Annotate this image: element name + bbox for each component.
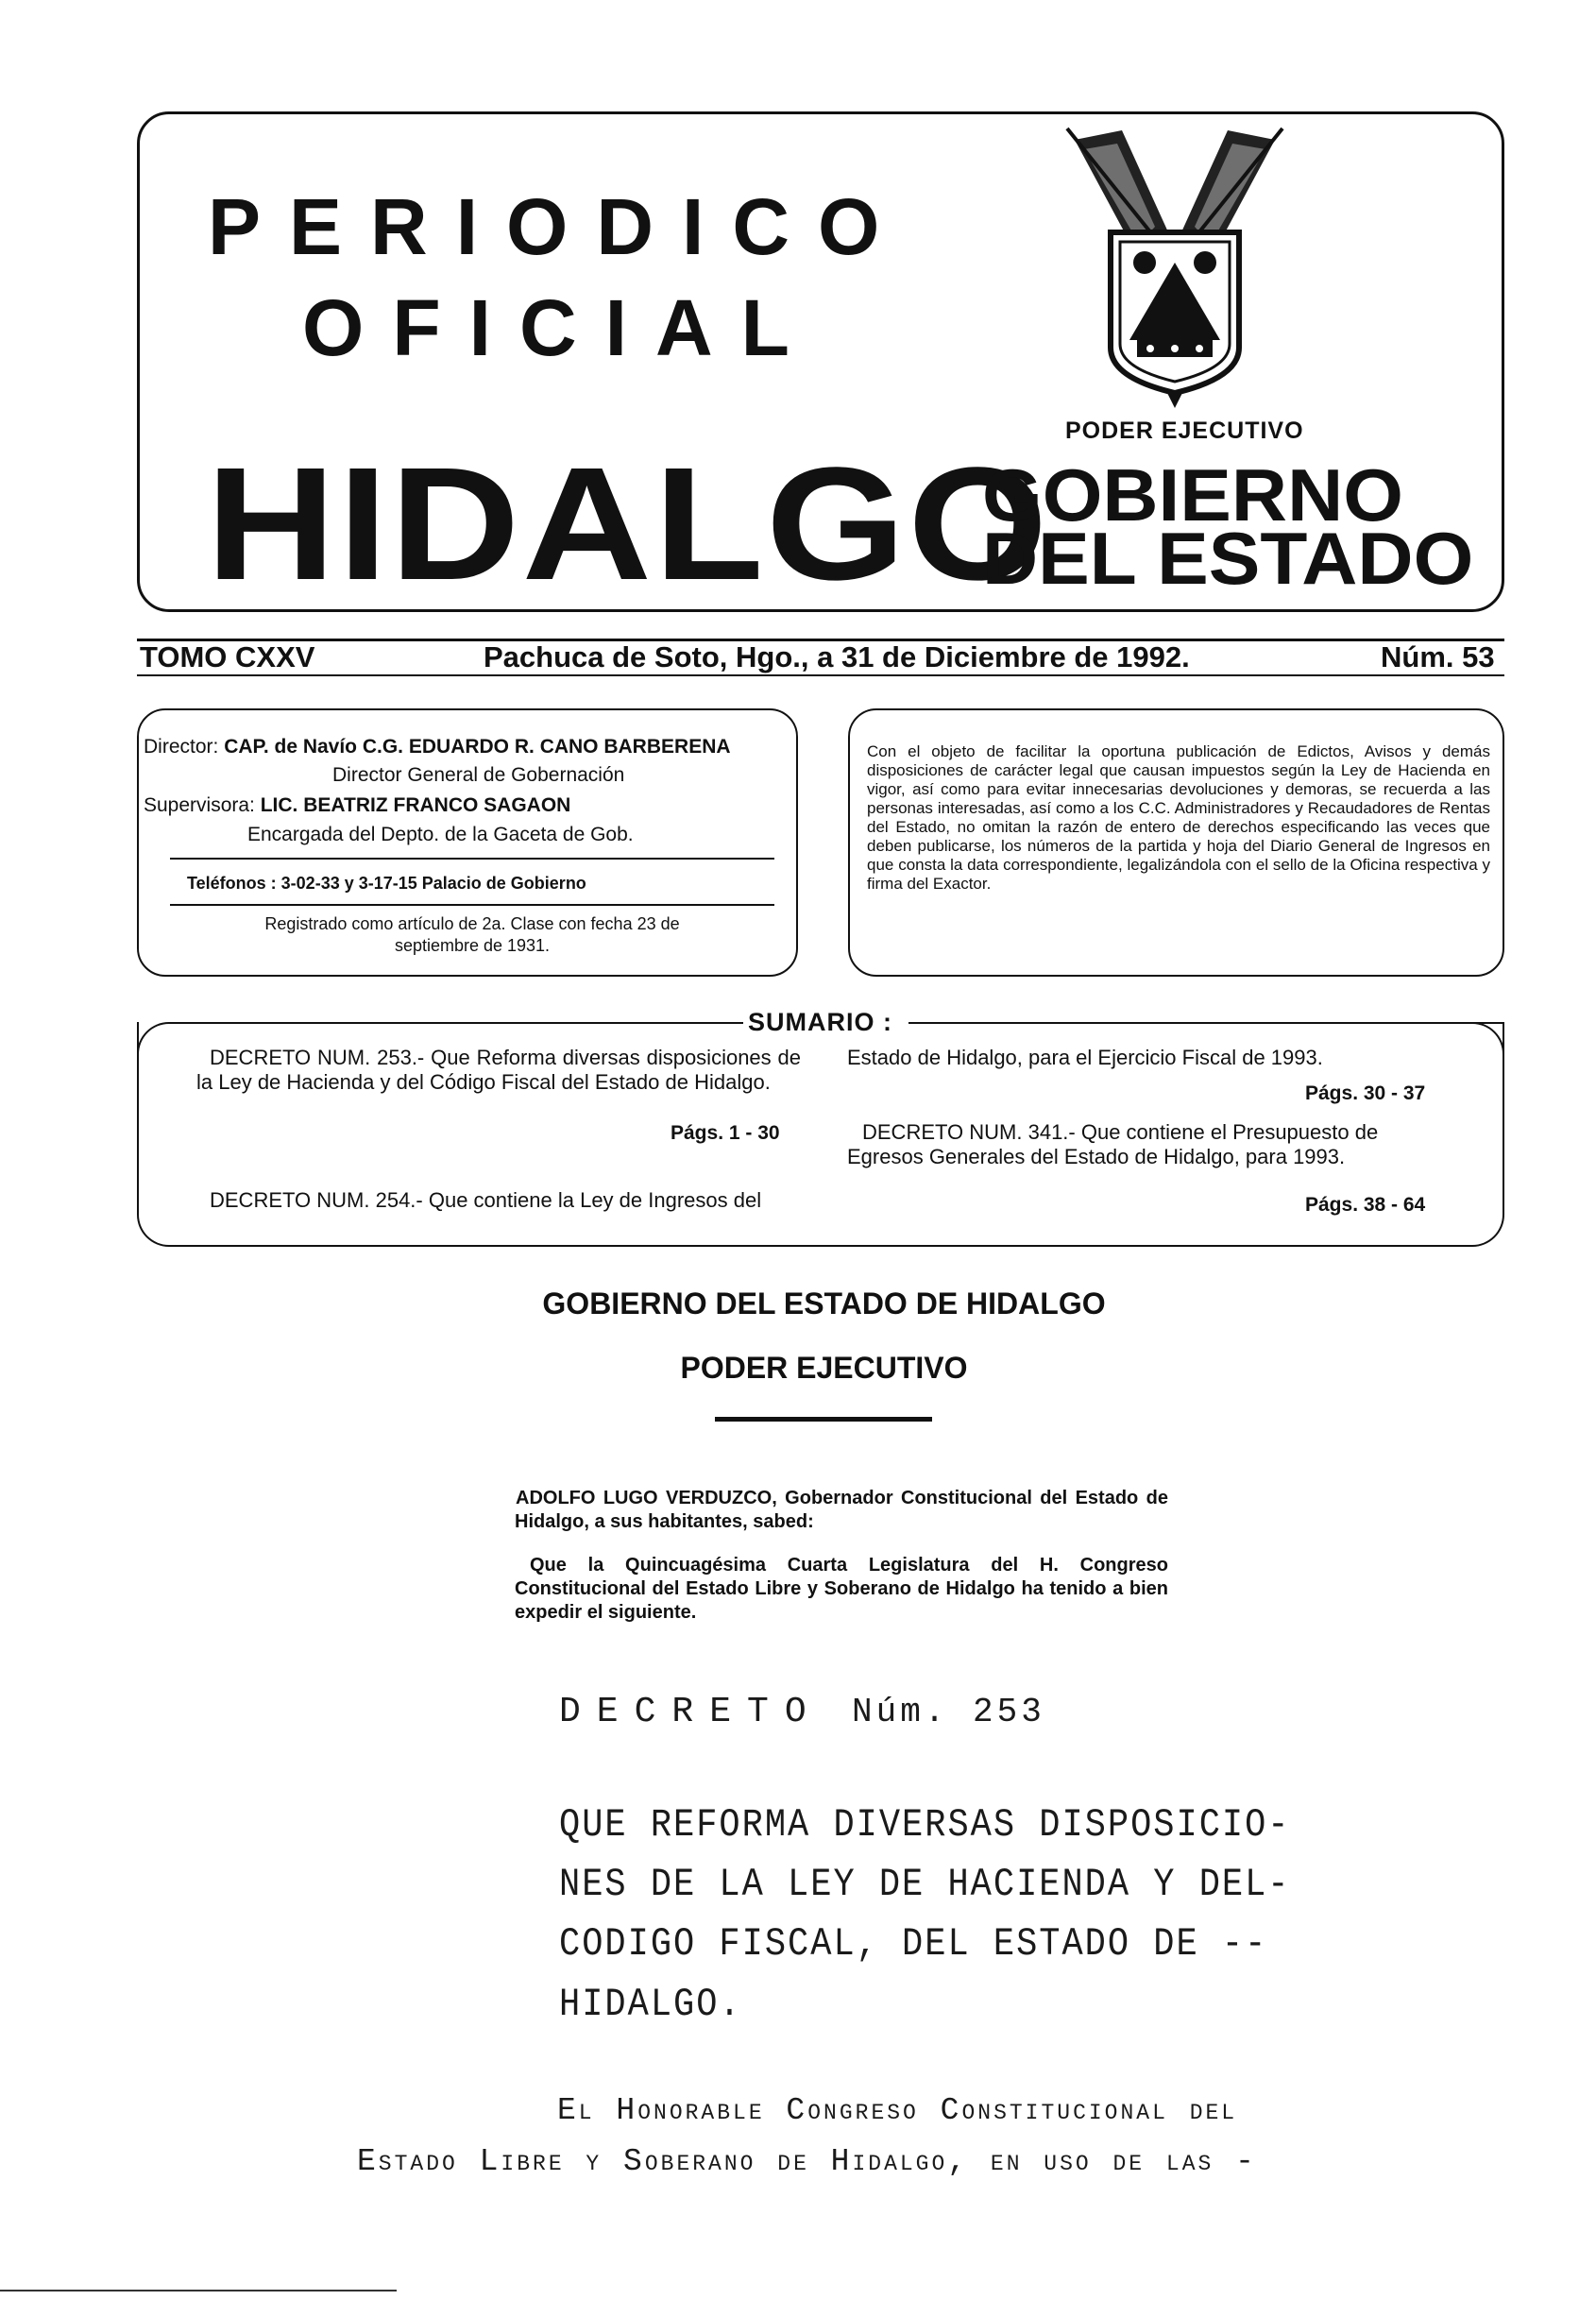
coat-of-arms-icon: [1056, 121, 1294, 412]
sumario-entry: DECRETO NUM. 253.- Que Reforma diversas disposiciones de la Ley de Hacienda y del Código Fiscal del Estado de Hidalgo.: [196, 1046, 801, 1094]
staff-divider: [170, 858, 774, 860]
director-name: CAP. de Navío C.G. EDUARDO R. CANO BARBERENA: [224, 736, 731, 758]
sumario-entry: DECRETO NUM. 254.- Que contiene la Ley de Ingresos del: [210, 1188, 762, 1212]
issue-tomo: TOMO CXXV: [140, 640, 315, 673]
sumario-entry: DECRETO NUM. 341.- Que contiene el Presupuesto de Egresos Generales del Estado de Hidalgo, para 1993.: [847, 1120, 1379, 1168]
sumario-rule: [210, 1022, 743, 1024]
staff-divider: [170, 904, 774, 906]
poder-heading: PODER EJECUTIVO: [680, 1351, 968, 1385]
decreto-subject-line: NES DE LA LEY DE HACIENDA Y DEL-: [559, 1863, 1291, 1908]
decreto-subject-line: QUE REFORMA DIVERSAS DISPOSICIO-: [559, 1803, 1291, 1849]
supervisora-title: Encargada del Depto. de la Gaceta de Gob.: [247, 824, 634, 845]
sumario-pages: Págs. 1 - 30: [671, 1122, 780, 1144]
intro-paragraph: ADOLFO LUGO VERDUZCO, Gobernador Constitucional del Estado de Hidalgo, a sus habitantes, sabed:: [515, 1488, 1168, 1532]
masthead-title-periodico: PERIODICO: [208, 182, 908, 271]
gov-heading: GOBIERNO DEL ESTADO DE HIDALGO: [542, 1286, 1106, 1320]
supervisora-name: LIC. BEATRIZ FRANCO SAGAON: [260, 794, 571, 816]
masthead-title-oficial: OFICIAL: [302, 283, 818, 372]
director-line: [144, 733, 731, 761]
notice-text: Con el objeto de facilitar la oportuna publicación de Edictos, Avisos y demás disposiciones de carácter legal que causan impuestos según la Ley de Hacienda en vigor, así como para evitar innecesarias devoluciones y demoras, se recuerda a las personas interesadas, así como a los C.C. Administradores y Recaudadores de Rentas del Estado, no omitan la razón de entero de derechos especificando las veces que deben publicarse, los números de la partida y hoja del Diario General de Ingresos en que consta la data correspondiente, legalizándola con el sello de la Oficina respectiva y firma del Exactor.: [867, 742, 1490, 893]
page-bottom-rule: [0, 2290, 397, 2291]
issue-date: Pachuca de Soto, Hgo., a 31 de Diciembre de 1992.: [484, 640, 1190, 673]
sumario-entry-continued: Estado de Hidalgo, para el Ejercicio Fiscal de 1993.: [847, 1046, 1323, 1069]
decreto-subject-line: HIDALGO.: [559, 1983, 742, 2028]
sumario-label: SUMARIO :: [748, 1008, 892, 1036]
sumario-rule: [908, 1022, 1503, 1024]
sumario-pages: Págs. 38 - 64: [1305, 1194, 1426, 1216]
body-text-line: Estado Libre y Soberano de Hidalgo, en uso de las -: [357, 2144, 1257, 2179]
director-prefix: Director:: [144, 736, 225, 758]
telefonos: Teléfonos : 3-02-33 y 3-17-15 Palacio de Gobierno: [187, 874, 586, 893]
masthead-state-name: HIDALGO: [206, 434, 1050, 614]
body-text-line: El Honorable Congreso Constitucional del: [557, 2093, 1238, 2128]
supervisora-prefix: Supervisora:: [144, 794, 261, 816]
decreto-number: Núm. 253: [852, 1693, 1045, 1731]
decreto-title: DECRETO: [559, 1692, 823, 1732]
heading-divider: [715, 1417, 932, 1422]
supervisora-line: [144, 792, 570, 820]
issue-number: Núm. 53: [1381, 640, 1495, 673]
intro-paragraph: Que la Quincuagésima Cuarta Legislatura del H. Congreso Constitucional del Estado Libre y Soberano de Hidalgo ha tenido a bien expedir el siguiente.: [515, 1555, 1168, 1623]
masthead-del-estado: DEL ESTADO: [982, 517, 1474, 600]
decreto-subject-line: CODIGO FISCAL, DEL ESTADO DE --: [559, 1922, 1268, 1968]
masthead-poder-ejecutivo: PODER EJECUTIVO: [1065, 417, 1304, 444]
registro-note: Registrado como artículo de 2a. Clase con fecha 23 de septiembre de 1931.: [264, 914, 680, 955]
sumario-pages: Págs. 30 - 37: [1305, 1082, 1426, 1104]
masthead-gobierno: GOBIERNO: [982, 453, 1403, 537]
director-title: Director General de Gobernación: [332, 764, 625, 786]
